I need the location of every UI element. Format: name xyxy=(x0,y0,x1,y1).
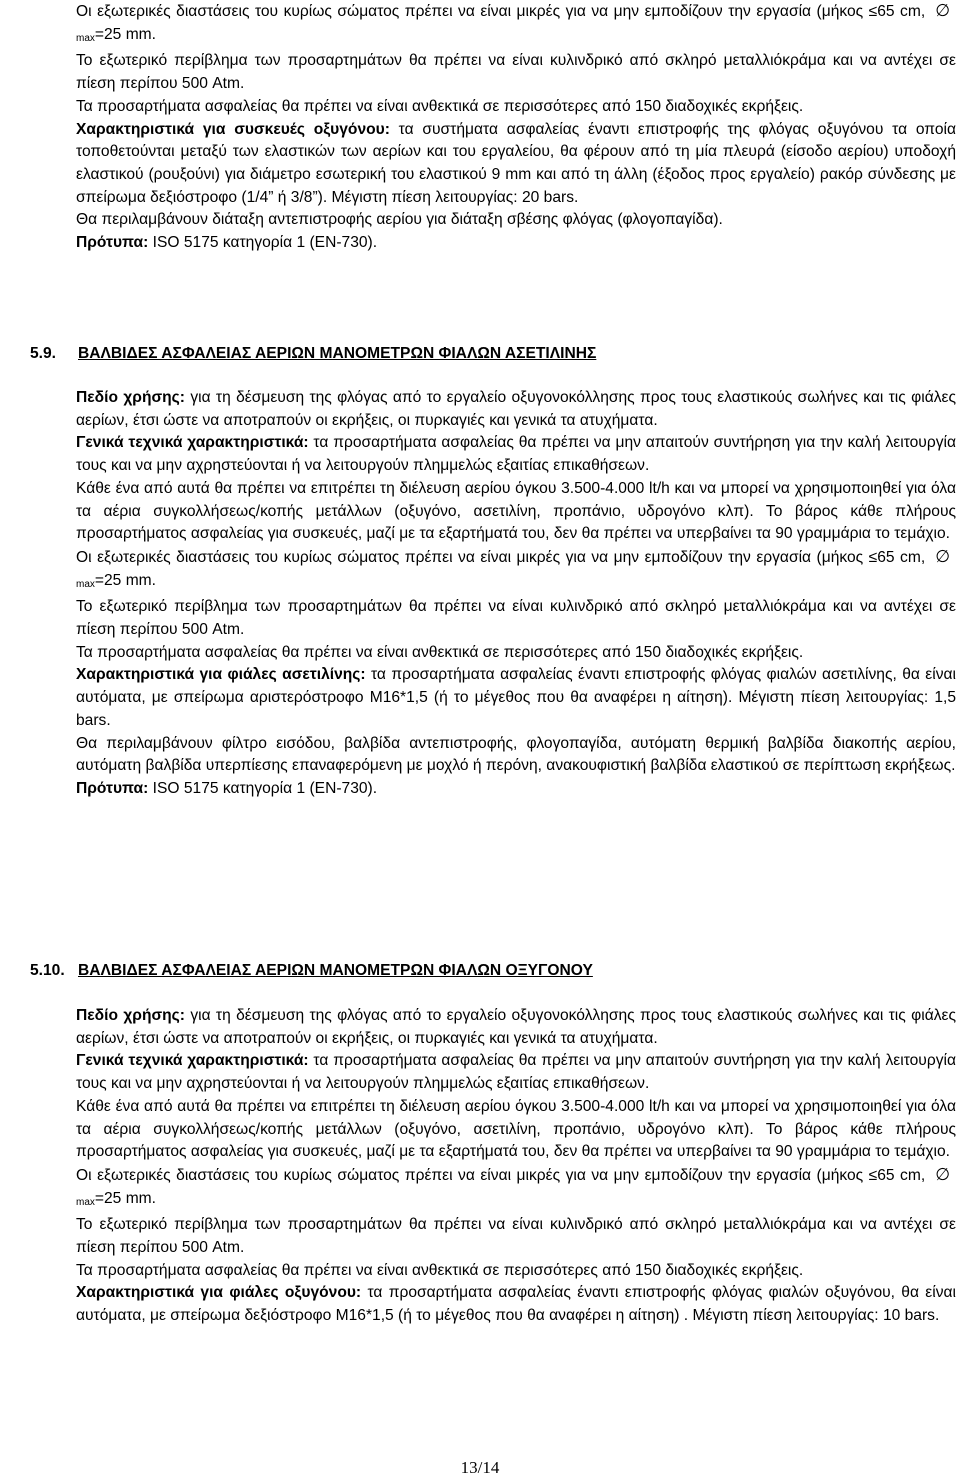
shell-paragraph: Το εξωτερικό περίβλημα των προσαρτημάτων θα πρέπει να είναι κυλινδρικό από σκληρό μεταλλιόκράμα και να αντέχει σε πίεση περίπου 500 Atm. xyxy=(76,52,956,93)
shell-paragraph: Το εξωτερικό περίβλημα των προσαρτημάτων θα πρέπει να είναι κυλινδρικό από σκληρό μεταλλιόκράμα και να αντέχει σε πίεση περίπου 500 Atm. xyxy=(76,1216,956,1257)
dimensions-text: Οι εξωτερικές διαστάσεις του κυρίως σώματος πρέπει να είναι μικρές για να μην εμποδίζουν την εργασία (μήκος ≤65 cm, xyxy=(76,3,926,20)
flow-paragraph: Κάθε ένα από αυτά θα πρέπει να επιτρέπει τη διέλευση αερίου όγκου 3.500-4.000 lt/h και να μπορεί να χρησιμοποιηθεί για όλα τα αέρια συγκολλήσεως/κοπής μετάλλων (οξυγόνο, ασετιλίνη, προπάνιο, υδρογόνο κλπ). Το βάρος κάθε πλήρους προσαρτήματος ασφαλείας για συσκευές, μαζί με τα εξαρτήματά του, δεν θα πρέπει να υπερβαίνει τα 90 γραμμάρια το τεμάχιο. xyxy=(76,479,956,543)
field-of-use-paragraph xyxy=(76,1005,956,1050)
oxygen-devices-paragraph xyxy=(76,119,956,210)
dimensions-value: =25 mm. xyxy=(94,1189,157,1207)
general-characteristics-text: τα προσαρτήματα ασφαλείας θα πρέπει να μην απαιτούν συντήρηση για την καλή λειτουργία τους και να μην αχρηστεύονται ή να λειτουργούν πλημμελώς εξαιτίας επικαθήσεων. xyxy=(76,1052,956,1093)
section-5-9-heading xyxy=(30,343,950,366)
section-5-10-body xyxy=(76,1005,956,1328)
max-subscript: max xyxy=(76,578,95,590)
dimensions-text: Οι εξωτερικές διαστάσεις του κυρίως σώματος πρέπει να είναι μικρές για να μην εμποδίζουν την εργασία (μήκος ≤65 cm, xyxy=(76,1166,926,1184)
shell-paragraph: Το εξωτερικό περίβλημα των προσαρτημάτων θα πρέπει να είναι κυλινδρικό από σκληρό μεταλλιόκράμα και να αντέχει σε πίεση περίπου 500 Atm. xyxy=(76,598,956,639)
section-5-10-heading xyxy=(30,960,950,983)
general-characteristics-paragraph xyxy=(76,1050,956,1095)
max-subscript: max xyxy=(76,1196,95,1208)
field-of-use-text: για τη δέσμευση της φλόγας από το εργαλείο οξυγονοκόλλησης προς τους ελαστικούς σωλήνες και τις φιάλες αερίων, έτσι ώστε να αποτραπούν οι εκρήξεις, οι πυρκαγιές και γενικά τα ατυχήματα. xyxy=(76,1007,956,1047)
resistance-paragraph: Τα προσαρτήματα ασφαλείας θα πρέπει να είναι ανθεκτικά σε περισσότερες από 150 διαδοχικές εκρήξεις. xyxy=(76,1261,804,1279)
oxygen-cylinders-text: τα προσαρτήματα ασφαλείας έναντι επιστροφής φλόγας φιαλών οξυγόνου, θα είναι αυτόματα, με σπείρωμα δεξιόστροφο M16*1,5 (ή το μέγεθος που θα αναφέρει η αίτηση) . Μέγιστη πίεση λειτουργίας: 10 bars. xyxy=(76,1284,956,1325)
general-characteristics-label: Γενικά τεχνικά χαρακτηριστικά: xyxy=(76,1052,309,1070)
general-characteristics-text: τα προσαρτήματα ασφαλείας θα πρέπει να μην απαιτούν συντήρηση για την καλή λειτουργία τους και να μην αχρηστεύονται ή να λειτουργούν πλημμελώς εξαιτίας επικαθήσεων. xyxy=(76,434,956,475)
section-5-9-body xyxy=(76,387,956,801)
standards-label: Πρότυπα: xyxy=(76,234,149,252)
continuation-block xyxy=(76,0,956,255)
diameter-symbol: ∅ xyxy=(935,1164,950,1184)
field-of-use-paragraph xyxy=(76,387,956,432)
section-number: 5.9. xyxy=(30,345,57,362)
standards-label: Πρότυπα: xyxy=(76,779,149,797)
dimensions-value: =25 mm. xyxy=(94,571,157,589)
diameter-symbol: ∅ xyxy=(935,1,950,20)
section-title: ΒΑΛΒΙΔΕΣ ΑΣΦΑΛΕΙΑΣ ΑΕΡΙΩΝ ΜΑΝΟΜΕΤΡΩΝ ΦΙΑΛΩΝ ΑΣΕΤΙΛΙΝΗΣ xyxy=(78,345,597,362)
filter-paragraph: Θα περιλαμβάνουν φίλτρο εισόδου, βαλβίδα αντεπιστροφής, φλογοπαγίδα, αυτόματη θερμική βαλβίδα διακοπής αερίου, αυτόματη βαλβίδα υπερπίεσης επαναφερόμενη με μοχλό ή περόνη, ανακουφιστική βαλβίδα ελαστικού σε περίπτωση εκρήξεως. xyxy=(76,734,956,775)
diameter-symbol: ∅ xyxy=(935,546,950,566)
flashback-paragraph: Θα περιλαμβάνουν διάταξη αντεπιστροφής αερίου για διάταξη σβέσης φλόγας (φλογοπαγίδα). xyxy=(76,211,723,229)
acetylene-cylinders-text: τα προσαρτήματα ασφαλείας έναντι επιστροφής φλόγας φιαλών ασετιλίνης, θα είναι αυτόματα, με σπείρωμα αριστερόστροφο M16*1,5 (ή το μέγεθος που θα αναφέρει η αίτηση). Μέγιστη πίεση λειτουργίας: 1,5 bars. xyxy=(76,666,956,729)
general-characteristics-label: Γενικά τεχνικά χαρακτηριστικά: xyxy=(76,434,309,452)
standards-text: ISO 5175 κατηγορία 1 (EN-730). xyxy=(148,779,378,797)
oxygen-devices-text: τα συστήματα ασφαλείας έναντι επιστροφής της φλόγας οξυγόνου τα οποία τοποθετούνται μεταξύ των ελαστικών των αερίων και του εργαλείου, θα φέρουν από τη μία πλευρά (είσοδο αερίου) υποδοχή ελαστικού (ρουξούνι) για διάμετρο εσωτερική του ελαστικού 9 mm και από τη άλλη (έξοδος προς εργαλείο) ρακόρ σύνδεσης με σπείρωμα δεξιόστροφο (1/4” ή 3/8”). Μέγιστη πίεση λειτουργίας: 20 bars. xyxy=(76,120,956,206)
section-title: ΒΑΛΒΙΔΕΣ ΑΣΦΑΛΕΙΑΣ ΑΕΡΙΩΝ ΜΑΝΟΜΕΤΡΩΝ ΦΙΑΛΩΝ ΟΞΥΓΟΝΟΥ xyxy=(78,962,593,979)
field-of-use-label: Πεδίο χρήσης: xyxy=(76,1007,185,1024)
general-characteristics-paragraph xyxy=(76,432,956,477)
dimensions-paragraph xyxy=(76,1164,956,1214)
section-number: 5.10. xyxy=(30,962,65,979)
oxygen-devices-label: Χαρακτηριστικά για συσκευές οξυγόνου: xyxy=(76,120,390,138)
standards-paragraph xyxy=(76,232,956,255)
resistance-paragraph: Τα προσαρτήματα ασφαλείας θα πρέπει να είναι ανθεκτικά σε περισσότερες από 150 διαδοχικές εκρήξεις. xyxy=(76,97,804,115)
field-of-use-label: Πεδίο χρήσης: xyxy=(76,389,185,406)
flow-paragraph: Κάθε ένα από αυτά θα πρέπει να επιτρέπει τη διέλευση αερίου όγκου 3.500-4.000 lt/h και να μπορεί να χρησιμοποιηθεί για όλα τα αέρια συγκολλήσεως/κοπής μετάλλων (οξυγόνο, ασετιλίνη, προπάνιο, υδρογόνο κλπ). Το βάρος κάθε πλήρους προσαρτήματος ασφαλείας για συσκευές, μαζί με τα εξαρτήματά του, δεν θα πρέπει να υπερβαίνει τα 90 γραμμάρια το τεμάχιο. xyxy=(76,1097,956,1161)
acetylene-cylinders-paragraph xyxy=(76,664,956,732)
oxygen-cylinders-paragraph xyxy=(76,1282,956,1327)
dimensions-value: =25 mm. xyxy=(94,25,157,43)
oxygen-cylinders-label: Χαρακτηριστικά για φιάλες οξυγόνου: xyxy=(76,1284,362,1302)
page-number: 13/14 xyxy=(460,1458,500,1477)
max-subscript: max xyxy=(76,32,95,44)
dimensions-paragraph xyxy=(76,546,956,596)
resistance-paragraph: Τα προσαρτήματα ασφαλείας θα πρέπει να είναι ανθεκτικά σε περισσότερες από 150 διαδοχικές εκρήξεις. xyxy=(76,643,804,661)
acetylene-cylinders-label: Χαρακτηριστικά για φιάλες ασετιλίνης: xyxy=(76,666,366,684)
field-of-use-text: για τη δέσμευση της φλόγας από το εργαλείο οξυγονοκόλλησης προς τους ελαστικούς σωλήνες και τις φιάλες αερίων, έτσι ώστε να αποτραπούν οι εκρήξεις, οι πυρκαγιές και γενικά τα ατυχήματα. xyxy=(76,389,956,429)
standards-paragraph xyxy=(76,778,956,801)
dimensions-text: Οι εξωτερικές διαστάσεις του κυρίως σώματος πρέπει να είναι μικρές για να μην εμποδίζουν την εργασία (μήκος ≤65 cm, xyxy=(76,548,926,566)
dimensions-paragraph xyxy=(76,0,956,50)
standards-text: ISO 5175 κατηγορία 1 (EN-730). xyxy=(148,234,378,252)
